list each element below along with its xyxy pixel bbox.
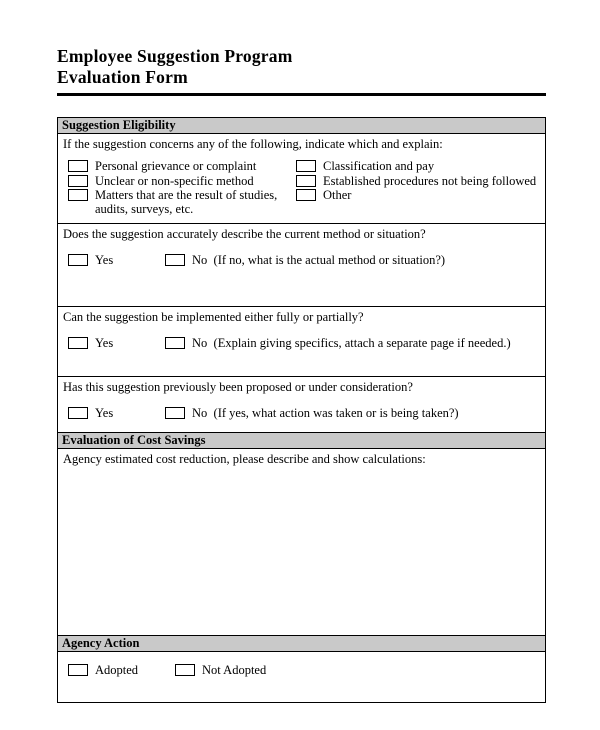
checkbox-other[interactable] — [296, 189, 316, 201]
form-title-block — [57, 46, 546, 96]
form-title-line1: Employee Suggestion Program — [57, 46, 293, 66]
not-adopted-label: Not Adopted — [202, 663, 267, 677]
yes-label: Yes — [95, 406, 114, 420]
no-option[interactable] — [165, 337, 511, 351]
section-question-describe-method — [58, 227, 545, 307]
option-label: Personal grievance or complaint — [95, 159, 257, 173]
checkbox-no[interactable] — [165, 254, 185, 266]
eligibility-options — [68, 160, 545, 217]
adopted-label: Adopted — [95, 663, 139, 677]
checkbox-established-procedures[interactable] — [296, 175, 316, 187]
adopted-option[interactable] — [68, 664, 175, 678]
option-established-procedures[interactable] — [296, 175, 545, 189]
no-label: No (If no, what is the actual method or situation?) — [192, 253, 446, 267]
option-label: Classification and pay — [323, 159, 435, 173]
checkbox-no[interactable] — [165, 337, 185, 349]
section-header-agency-action: Agency Action — [58, 636, 545, 652]
option-label: Unclear or non-specific method — [95, 173, 254, 188]
checkbox-yes[interactable] — [68, 254, 88, 266]
form-content — [57, 46, 546, 703]
section-agency-action — [58, 664, 545, 702]
yes-no-row — [68, 337, 545, 352]
checkbox-adopted[interactable] — [68, 664, 88, 676]
checkbox-unclear-method[interactable] — [68, 175, 88, 187]
section-header-suggestion-eligibility: Suggestion Eligibility — [58, 118, 545, 134]
section-cost-savings — [58, 452, 545, 636]
section-header-cost-savings: Evaluation of Cost Savings — [58, 433, 545, 449]
no-option[interactable] — [165, 254, 445, 268]
section-question-previously-proposed — [58, 380, 545, 433]
yes-option[interactable] — [68, 254, 165, 268]
question-prompt: Can the suggestion be implemented either fully or partially? — [63, 310, 364, 324]
section-question-implementable — [58, 310, 545, 377]
option-label: Established procedures not being followed — [323, 173, 537, 188]
yes-no-row — [68, 254, 545, 269]
section-eligibility — [58, 137, 545, 224]
option-label: Matters that are the result of studies, audits, surveys, etc. — [95, 188, 281, 216]
checkbox-classification-pay[interactable] — [296, 160, 316, 172]
option-matters-studies[interactable] — [68, 189, 296, 216]
no-option[interactable] — [165, 407, 459, 421]
option-unclear-method[interactable] — [68, 175, 296, 189]
yes-option[interactable] — [68, 407, 165, 421]
option-personal-grievance[interactable] — [68, 160, 296, 174]
eligibility-options-left — [68, 160, 296, 217]
cost-calculations-writing-area[interactable] — [58, 474, 545, 635]
yes-no-row — [68, 407, 545, 422]
title-rule — [57, 93, 546, 96]
checkbox-yes[interactable] — [68, 407, 88, 419]
checkbox-personal-grievance[interactable] — [68, 160, 88, 172]
form-table — [57, 117, 546, 703]
option-label: Other — [323, 188, 352, 202]
cost-savings-prompt: Agency estimated cost reduction, please describe and show calculations: — [63, 452, 426, 466]
question-prompt: Has this suggestion previously been proposed or under consideration? — [63, 380, 413, 394]
agency-action-options — [68, 664, 545, 679]
yes-label: Yes — [95, 336, 114, 350]
eligibility-options-right — [296, 160, 545, 217]
no-label: No (If yes, what action was taken or is being taken?) — [192, 406, 459, 420]
yes-label: Yes — [95, 253, 114, 267]
not-adopted-option[interactable] — [175, 664, 266, 678]
checkbox-yes[interactable] — [68, 337, 88, 349]
checkbox-not-adopted[interactable] — [175, 664, 195, 676]
yes-option[interactable] — [68, 337, 165, 351]
option-classification-pay[interactable] — [296, 160, 545, 174]
checkbox-matters-studies[interactable] — [68, 189, 88, 201]
no-label: No (Explain giving specifics, attach a separate page if needed.) — [192, 336, 511, 350]
eligibility-prompt: If the suggestion concerns any of the following, indicate which and explain: — [63, 137, 443, 151]
form-title-line2: Evaluation Form — [57, 67, 188, 87]
question-prompt: Does the suggestion accurately describe the current method or situation? — [63, 227, 426, 241]
checkbox-no[interactable] — [165, 407, 185, 419]
option-other[interactable] — [296, 189, 545, 203]
